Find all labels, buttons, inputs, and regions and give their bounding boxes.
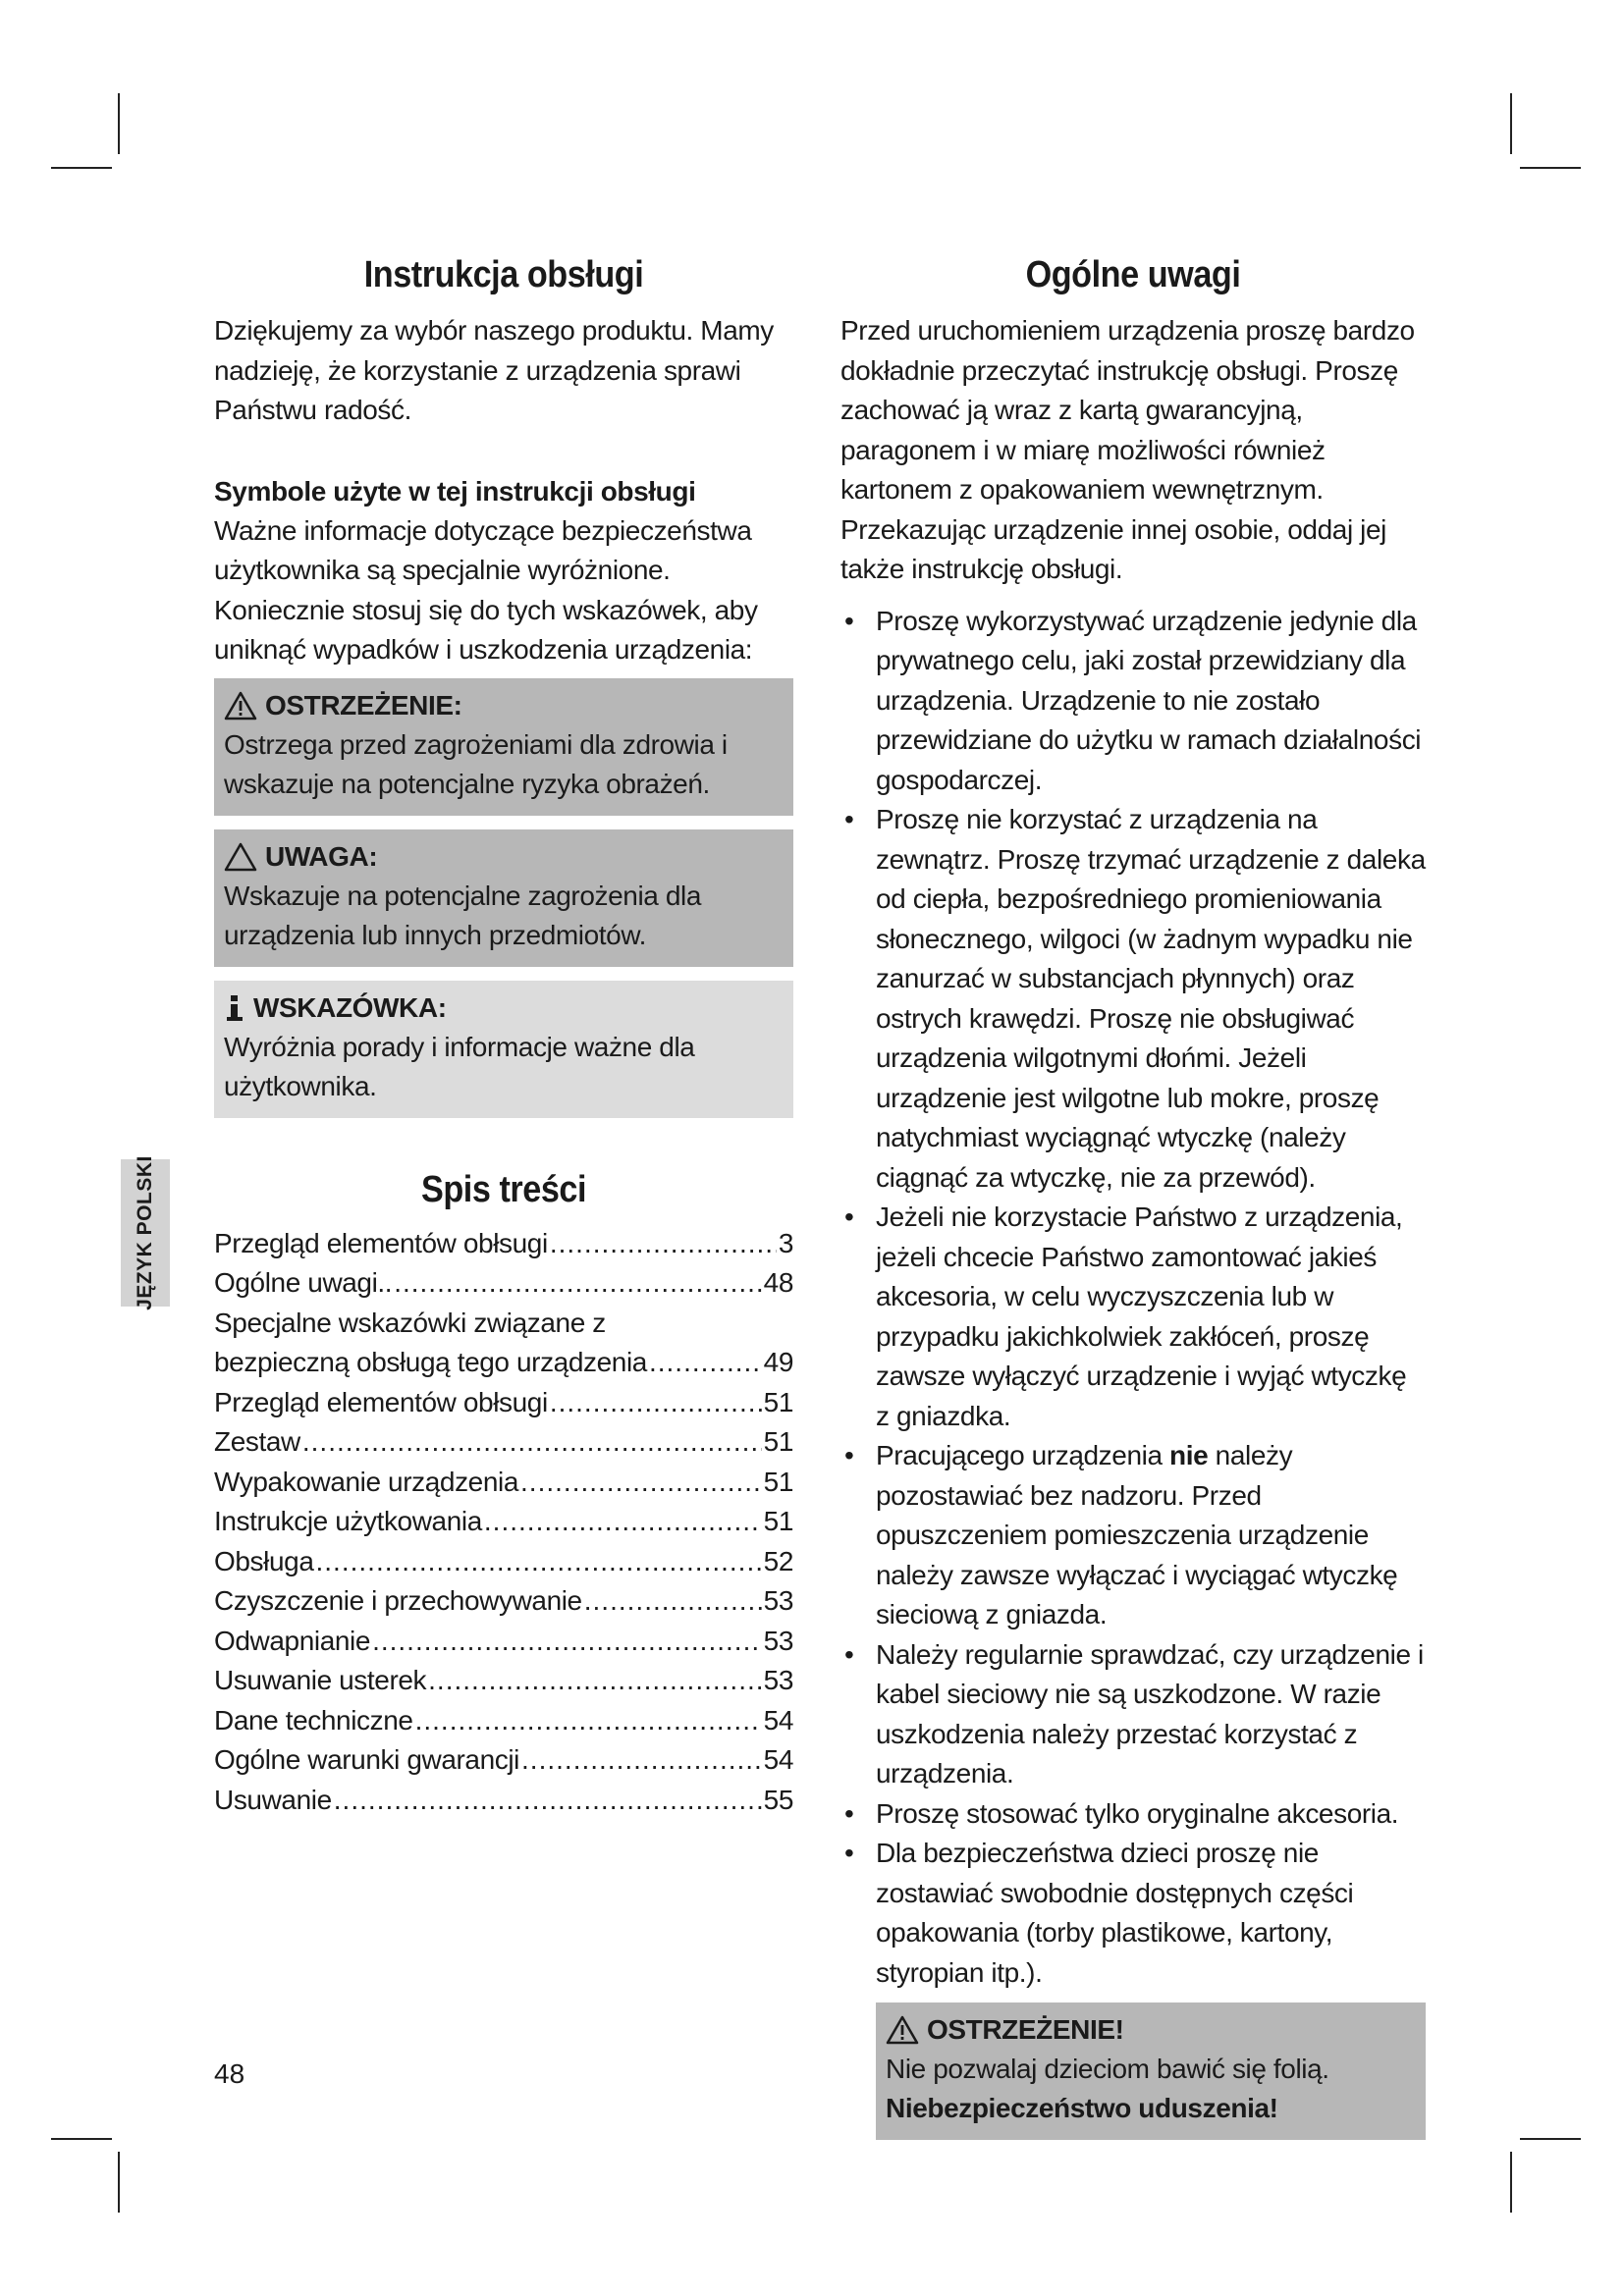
list-item: • Należy regularnie sprawdzać, czy urządzenie i kabel sieciowy nie są uszkodzone. W razie uszkodzenia należy przestać korzystać z urządzenia. [840,1635,1426,1794]
manual-title: Instrukcja obsługi [363,254,644,295]
toc-entry: Wypakowanie urządzenia ..... 51 [214,1463,793,1503]
warning-title: OSTRZEŻENIE! [927,2014,1124,2045]
general-notes-title: Ogólne uwagi [1025,254,1241,295]
crop-mark [1510,93,1512,154]
note-title: WSKAZÓWKA: [253,991,447,1023]
general-notes-intro: Przed uruchomieniem urządzenia proszę bardzo dokładnie przeczytać instrukcję obsługi. Proszę zachować ją wraz z kartą gwarancyjną, paragonem i w miarę możliwości również kartonem z opakowaniem wewnętrznym. Przekazując urządzenie innej osobie, oddaj jej także instrukcję obsługi. [840,315,1415,584]
language-tab-label: JĘZYK POLSKI [134,1155,157,1310]
list-item: • Jeżeli nie korzystacie Państwo z urządzenia, jeżeli chcecie Państwo zamontować jakieś akcesoria, w celu wyczyszczenia lub w przypadku jakichkolwiek zakłóceń, proszę zawsze wyłączyć urządzenie i wyjąć wtyczkę z gniazdka. [840,1198,1426,1436]
table-of-contents [214,1224,793,1821]
symbols-heading: Symbole użyte w tej instrukcji obsługi [214,475,696,507]
toc-entry: Czyszczenie i przechowywanie ..... 53 [214,1581,793,1622]
warning-triangle-icon [886,2015,919,2045]
toc-entry: Usuwanie ..... 55 [214,1781,793,1821]
caution-triangle-icon [224,842,257,872]
toc-entry: Obsługa ..... 52 [214,1542,793,1582]
note-box [214,981,793,1118]
crop-mark [1520,2138,1581,2140]
list-item: • Proszę stosować tylko oryginalne akcesoria. [840,1794,1426,1835]
language-tab [121,1155,170,1310]
crop-mark [118,2152,120,2213]
note-text: Wyróżnia porady i informacje ważne dla użytkownika. [224,1031,695,1101]
crop-mark [1510,2152,1512,2213]
toc-entry: bezpieczną obsługą tego urządzenia ..... 49 [214,1343,793,1383]
warning-box [214,678,793,816]
list-item: • Proszę nie korzystać z urządzenia na zewnątrz. Proszę trzymać urządzenie z daleka od ciepła, bezpośredniego promieniowania słonecznego, wilgoci (w żadnym wypadku nie zanurzać w substancjach płynnych) oraz ostrych krawędzi. Proszę nie obsługiwać urządzenia wilgotnymi dłońmi. Jeżeli urządzenie jest wilgotne lub mokre, proszę natychmiast wyciągnąć wtyczkę (należy ciągnąć za wtyczkę, nie za przewód). [840,800,1426,1198]
toc-entry: Odwapnianie ..... 53 [214,1622,793,1662]
warning-title: OSTRZEŻENIE: [265,689,462,721]
toc-entry: Przegląd elementów obłsugi ..... 51 [214,1383,793,1423]
toc-entry: Instrukcje użytkowania ..... 51 [214,1502,793,1542]
toc-entry: Dane techniczne ..... 54 [214,1701,793,1741]
warning-triangle-icon [224,691,257,721]
crop-mark [51,167,112,169]
toc-entry: Ogólne uwagi.. ..... 48 [214,1263,793,1304]
toc-title: Spis treści [420,1168,587,1210]
left-column [214,250,793,1820]
toc-entry-line: Specjalne wskazówki związane z [214,1307,606,1338]
symbols-text: Ważne informacje dotyczące bezpieczeństwa użytkownika są specjalnie wyróżnione. Koniecznie stosuj się do tych wskazówek, aby uniknąć wypadków i uszkodzenia urządzenia: [214,514,758,665]
toc-entry: Usuwanie usterek ..... 53 [214,1661,793,1701]
toc-entry: Przegląd elementów obłsugi ..... 3 [214,1224,793,1264]
page-number: 48 [214,2058,245,2089]
list-item: • Pracującego urządzenia nie należy pozostawiać bez nadzoru. Przed opuszczeniem pomieszczenia urządzenie należy zawsze wyłączać i wyciągać wtyczkę sieciową z gniazda. [840,1436,1426,1635]
info-icon [224,993,245,1023]
crop-mark [1520,167,1581,169]
toc-entry: Zestaw ..... 51 [214,1422,793,1463]
toc-entry: Ogólne warunki gwarancji ..... 54 [214,1740,793,1781]
crop-mark [51,2138,112,2140]
caution-text: Wskazuje na potencjalne zagrożenia dla urządzenia lub innych przedmiotów. [224,880,701,950]
caution-title: UWAGA: [265,840,378,872]
intro-text: Dziękujemy za wybór naszego produktu. Mamy nadzieję, że korzystanie z urządzenia sprawi Państwu radość. [214,315,774,425]
right-column [840,250,1426,2140]
crop-mark [118,93,120,154]
list-item: • Proszę wykorzystywać urządzenie jedynie dla prywatnego celu, jaki został przewidziany dla urządzenia. Urządzenie to nie zostało przewidziane do użytku w ramach działalności gospodarczej. [840,602,1426,801]
warning-text: Ostrzega przed zagrożeniami dla zdrowia i wskazuje na potencjalne ryzyka obrażeń. [224,728,728,799]
warning-text: Nie pozwalaj dzieciom bawić się folią. Niebezpieczeństwo uduszenia! [886,2054,1329,2123]
caution-box [214,829,793,967]
safety-list [840,602,1426,1994]
suffocation-warning-box [876,2002,1426,2140]
list-item: • Dla bezpieczeństwa dzieci proszę nie zostawiać swobodnie dostępnych części opakowania (torby plastikowe, kartony, styropian itp.). [840,1834,1426,1993]
